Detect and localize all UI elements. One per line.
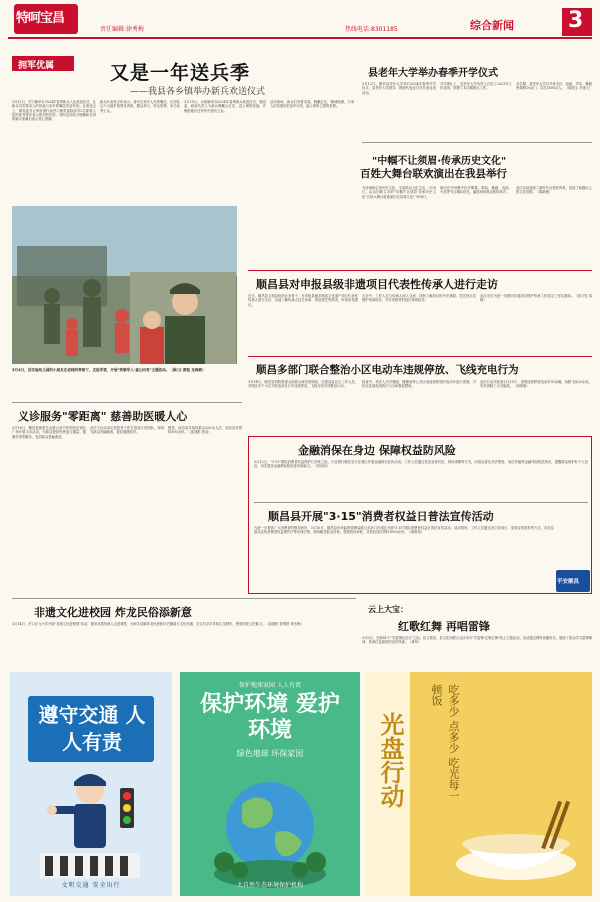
article2-title: 义诊服务"零距离" 慈善助医暖人心 [18, 410, 188, 423]
article1-col3: 3月15日，永和镇举办2024年春季新兵欢送仪式，镇党委、政府负责人为新兵佩戴大红花，送上诚挚祝福，并勉励他们在军营中建功立业。 [184, 100, 266, 113]
eco-title: 保护环境 爱护环境 [200, 692, 340, 743]
article4-title: 县老年大学举办春季开学仪式 [368, 68, 498, 79]
masthead-rule [8, 37, 592, 39]
article7-text2: 检查中，执法人员对楼道、楼梯间等公共区域违规停放的电动车进行清理，对私拉乱接电线的行为当场督促整改。 [362, 380, 476, 389]
article3-text: 3月14日，淳口正元小学开展"非遗文化进校园"活动，邀请非遗传承人走进课堂，为师生讲解炸龙民俗的历史渊源与文化内涵，学生们亲手体验扎龙制作，感受传统文化魅力。（邱建彬 曾明婷 黄冬梅） [12, 622, 304, 626]
article8-title: 金融消保在身边 保障权益防风险 [298, 444, 456, 457]
photo-soldier [130, 272, 236, 364]
article10-title: 红歌红舞 再唱雷锋 [398, 620, 490, 633]
divider-2 [248, 270, 592, 271]
hotline: 热线电话:8301185 [345, 26, 398, 33]
article6-title: 顺昌县对申报县级非遗项目代表性传承人进行走访 [256, 278, 498, 291]
article9-title: 顺昌县开展"3·15"消费者权益日普法宣传活动 [268, 510, 494, 523]
article4-text1: 3月12日，顺昌县老年大学举行2024年春季开学仪式，县老年大学领导、教师代表及学员代表参加活动。 [362, 82, 436, 95]
food-title: 光盘行动 [376, 712, 404, 808]
traffic-slogan: 文明交通 安全出行 [61, 882, 121, 889]
article1-col4: 活动现场，新兵们身着戎装，胸戴红花，精神饱满，与家人依依惜别后登车出发，踏上保家卫国的征程。 [270, 100, 354, 109]
eco-bottom: 大自然生态环境保护机构 [236, 882, 303, 889]
soldier-illustration [130, 272, 236, 364]
divider-6 [12, 598, 356, 599]
article6-text3: 此次走访为进一步做好非遗项目保护传承工作奠定了坚实基础。（黄文钰 邹敏） [480, 294, 592, 303]
article5-text2: 演出在开场舞中拉开帷幕，歌曲、舞蹈、戏曲、小品等节目精彩纷呈，赢得现场观众阵阵掌声。 [440, 186, 512, 195]
divider-5 [254, 502, 588, 503]
article3-title: 非遗文化进校园 炸龙民俗添新意 [34, 606, 192, 619]
traffic-title: 遵守交通 人人有责 [38, 703, 146, 754]
article5-text1: 为传承和弘扬历史文化，丰富群众文化生活，3月8日，由县妇联主办的"巾帼不让须眉·传承历史文化"百姓大舞台联欢演出在县城文化广场举行。 [362, 186, 436, 199]
article5-subtitle: 百姓大舞台联欢演出在我县举行 [360, 168, 507, 180]
article10-kicker: 云上大宝： [368, 605, 408, 614]
editor-line: 责任编辑:徐秀梅 [100, 26, 145, 33]
article9-text: 为进一步提高广大消费者的维权意识，3月15日，顺昌县市场监督管理局联合多部门在城区开展"3·15"国际消费者权益日普法宣传活动。活动现场，工作人员通过设立咨询台、发放宣传资料等方式，向过往群众宣传消费者权益保护法等法律法规，现场解答群众咨询，受理投诉举报，共发放宣传资料1000余份。（秦筱纯） [254, 526, 554, 535]
article5-text3: 此次活动展现了新时代女性的风采，营造了积极向上的文化氛围。（陈新敏） [516, 186, 592, 195]
article7-title: 顺昌多部门联合整治小区电动车违规停放、飞线充电行为 [256, 364, 519, 376]
logo-text: 特呵宝昌 [16, 11, 65, 26]
poster-eco [180, 672, 360, 896]
article1-subtitle: ——我县各乡镇举办新兵欢送仪式 [130, 87, 266, 97]
article4-text2: 开学典礼上，县老年大学负责人总结了2023年工作成绩，部署了本学期重点工作。 [440, 82, 512, 91]
poster-traffic [10, 672, 172, 896]
photo1-caption: 3月4日，县实验幼儿园的小朋友在老师的带领下，走进军营，开展"致敬军人·童心向党"主题活动。（图/文 黄铭 龙海燕） [12, 368, 206, 372]
article7-text1: 3月14日，顺昌县消防救援大队联合城市管理局、住建局及社区工作人员，对城区多个小区开展电动自行车违规停放、飞线充电专项整治行动。 [248, 380, 358, 389]
divider-4 [12, 402, 242, 403]
article5-title: "中帼不让须眉·传承历史文化" [372, 156, 507, 167]
food-slogan: 吃多少 点多少 吃光每一顿饭 [430, 684, 460, 801]
divider-1 [362, 142, 592, 143]
divider-3 [248, 356, 592, 357]
article1-title: 又是一年送兵季 [110, 62, 251, 84]
traffic-officer-illustration [40, 768, 140, 878]
safety-badge-label: 平安顺昌 [557, 579, 580, 585]
globe-illustration [206, 762, 334, 890]
article10-text: 3月5日，在第61个"学雷锋纪念日"之际，县文旅局、县文化馆联合社区举办"学雷锋·红歌红舞"线上主题活动。活动通过网络直播形式，展现了群众学习雷锋精神、传承红色基因的良好风貌。（林华） [362, 636, 592, 645]
food-bowl-illustration [422, 794, 588, 894]
article2-text2: 此次义诊活动由医院骨干医生组成专家团队，现场为群众答疑解惑，普及健康知识。 [90, 426, 164, 435]
article8-text: 3月12日，"3·15"国际消费者权益保护日到来之际，兴业银行顺昌支行在城区开展金融知识宣传活动。工作人员通过发放宣传折页、现场讲解等方式，向群众普及非法集资、电信诈骗等金融风险防范知识，提醒群众保护好个人信息，切实提高金融风险防范意识和能力。（刘诗韵） [254, 460, 588, 469]
article2-text3: 据悉，该活动共接待群众200余人次，发放宣传资料500余份。（邱建彬 张浩） [168, 426, 242, 435]
article1-col1: 3月12日，淳口镇举行2024年春季新兵入伍欢送仪式，让新兵们带着亲人的祝福与家乡的嘱托奔赴军营。在欢送会上，镇党委书记李蓓勇代表淳口镇党委政府对2名即将入伍的优秀青年表示热烈的祝贺，同时也向给予理解和支持的新兵家属们表示衷心感谢。 [12, 100, 96, 122]
article4-text3: 本学期，县老年大学共开设书法、绘画、声乐、舞蹈等课程20余门，学员1600余人。（陈明玉 尹建文） [516, 82, 592, 91]
eco-top: 保护地球家园 人人有责 [239, 682, 301, 689]
article6-text1: 近日，顺昌县文旅局组织业务骨干，对申报县级非物质文化遗产项目代表性传承人进行走访，实地了解传承人技艺传承、带徒授艺等情况，听取意见建议。 [248, 294, 358, 307]
article1-col2: 新兵代表发言时表示，将牢记家乡人民的嘱托，在部队这个大熔炉里刻苦训练，服从命令，听从指挥，争当优秀士兵。 [100, 100, 180, 113]
article2-text1: 3月16日，顺昌县慈善总会联合县中医医院在城区广场开展义诊活动，为群众提供免费血压测量、健康咨询等服务，受到群众普遍欢迎。 [12, 426, 86, 439]
article7-text3: 此次行动共检查小区15个，清理违规停放电动车30余辆，拆除飞线20余处，有效消除了火灾隐患。（吴晓瑜） [480, 380, 592, 389]
poster-food [366, 672, 592, 896]
article6-text2: 走访中，工作人员与传承人深入交流，详细了解项目的历史渊源、技艺特点及保护传承现状，并对申报材料进行现场指导。 [362, 294, 476, 303]
eco-sub: 绿色地球 环保家园 [236, 749, 304, 758]
masthead [0, 0, 600, 38]
section-title: 综合新闻 [470, 19, 514, 32]
page-number: 3 [568, 8, 584, 33]
banner-label: 拥军优属 [18, 61, 55, 71]
